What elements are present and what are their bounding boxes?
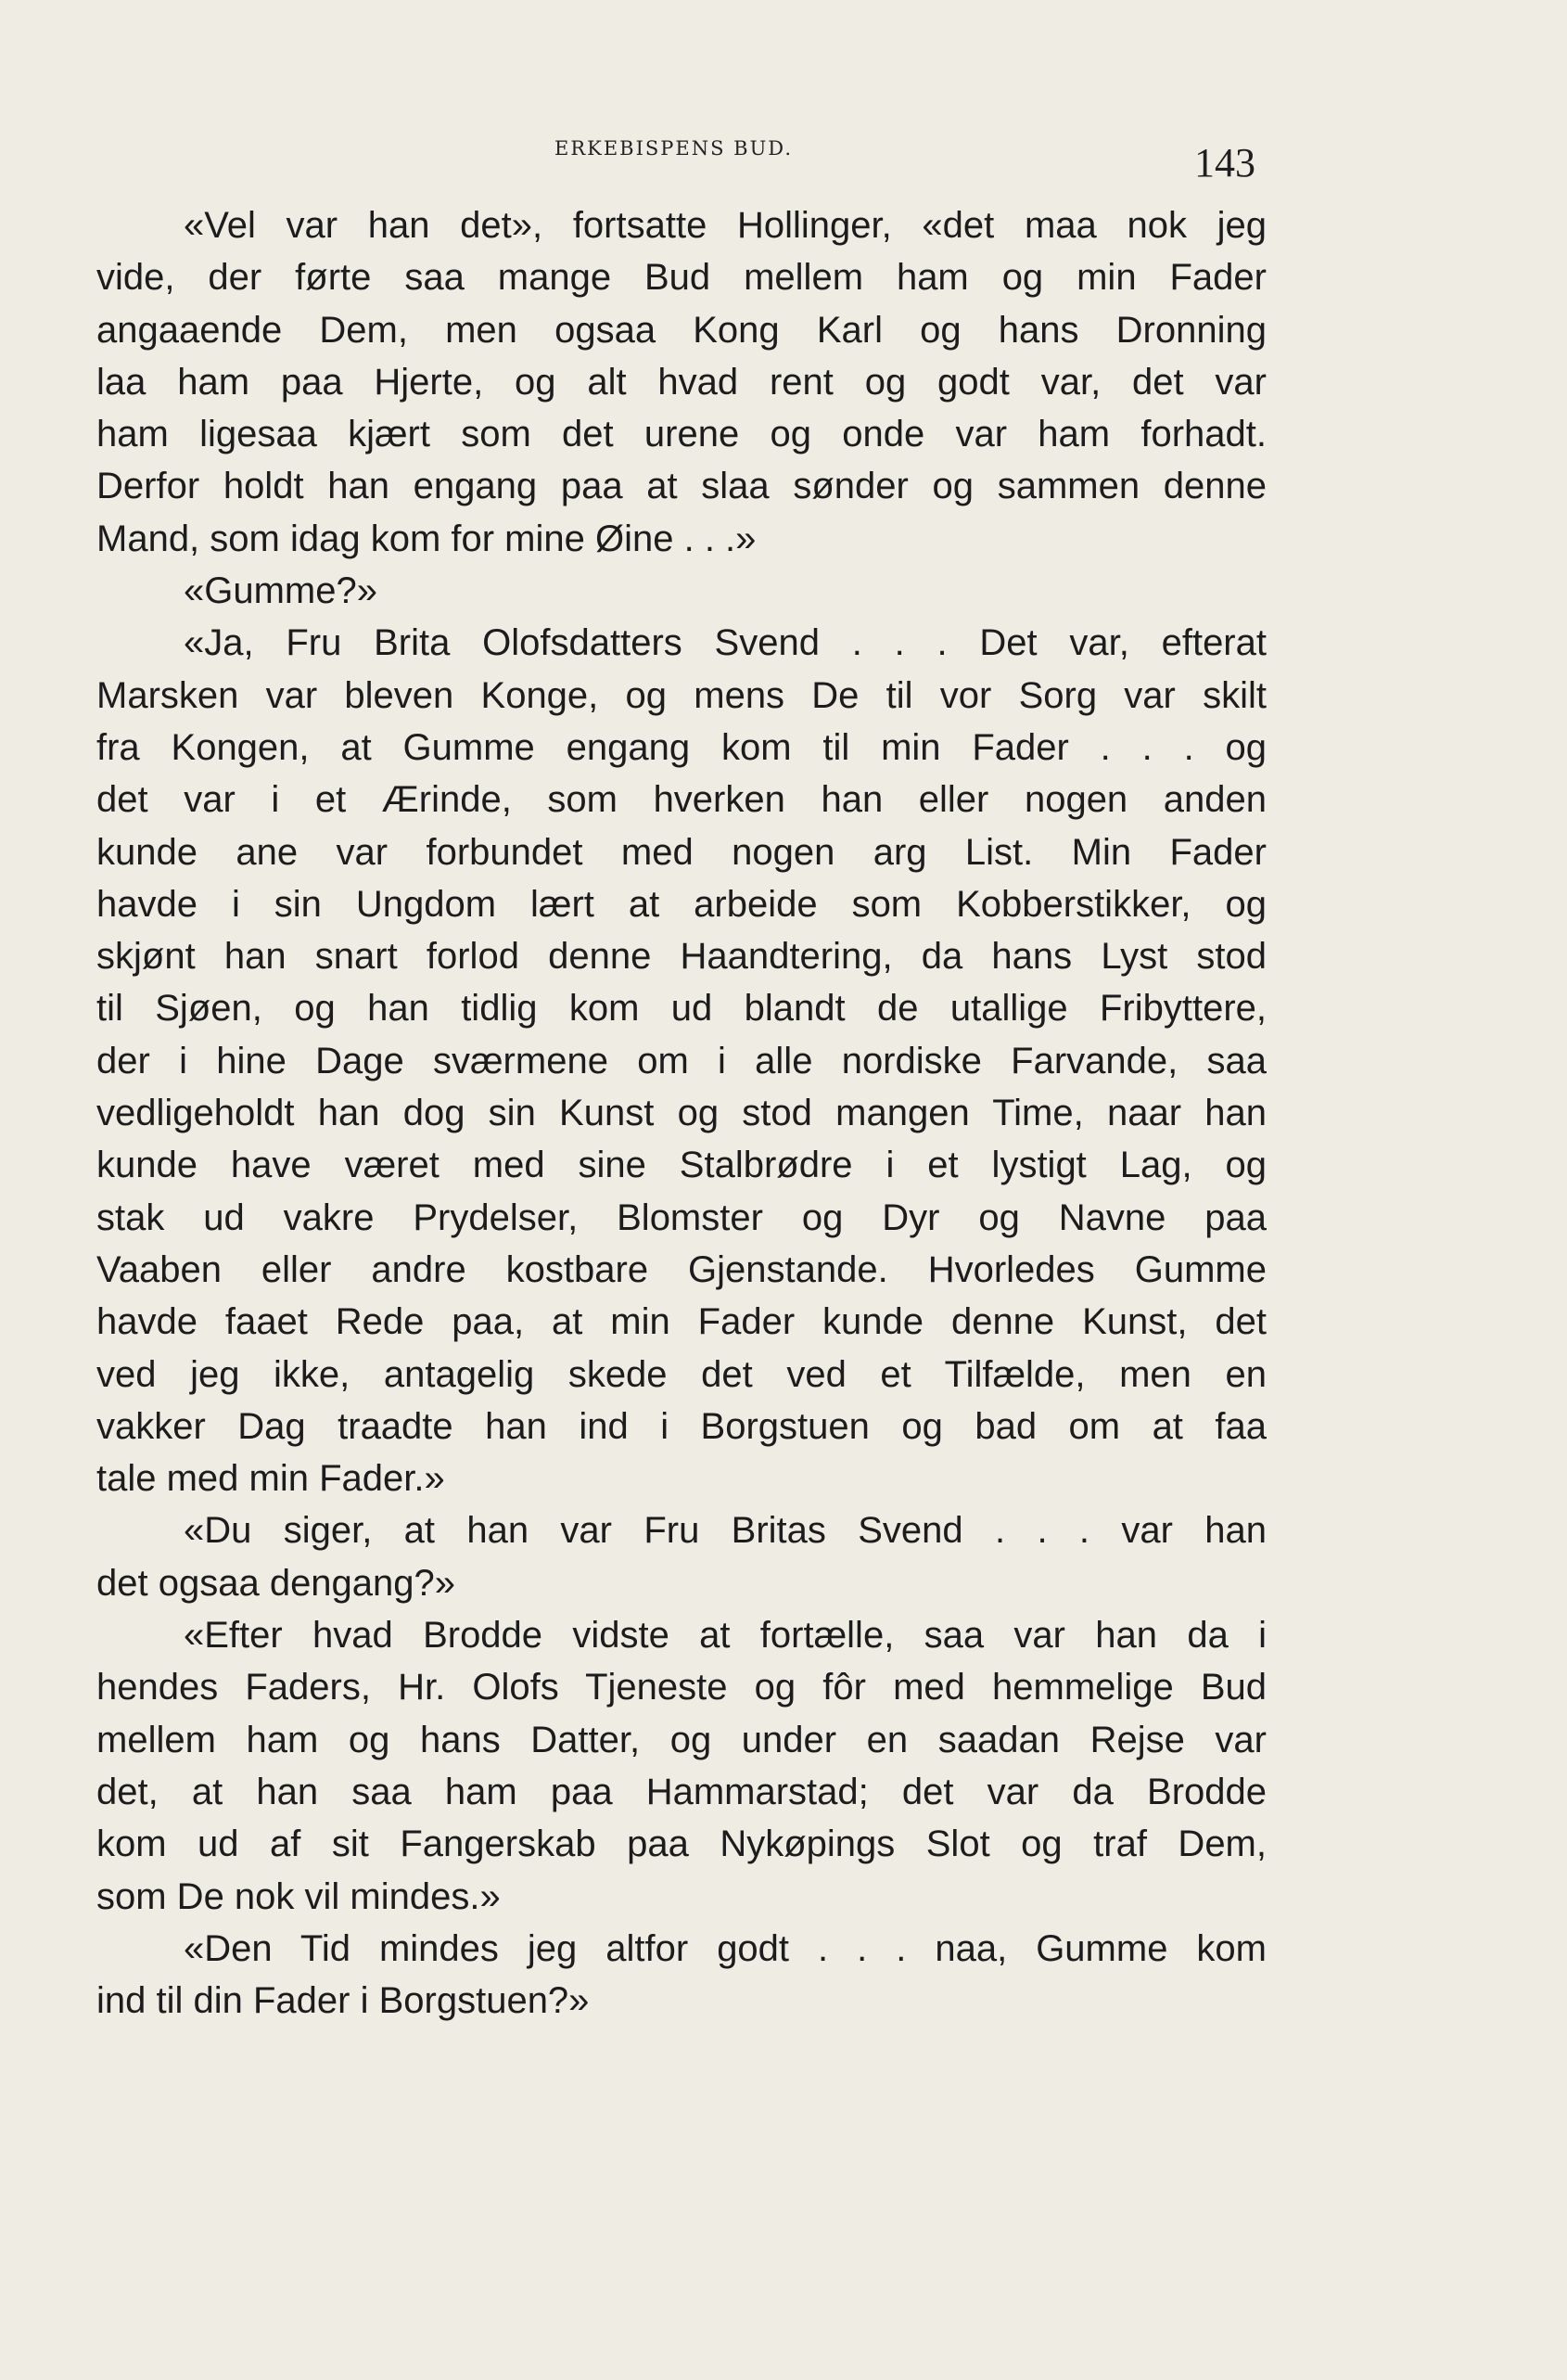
text-line: «Vel var han det», fortsatte Hollinger, «det maa nok jeg xyxy=(184,205,1267,246)
text-line: laa ham paa Hjerte, og alt hvad rent og godt var, det var xyxy=(96,361,1267,403)
text-line: stak ud vakre Prydelser, Blomster og Dyr og Navne paa xyxy=(96,1196,1267,1238)
text-line: kom ud af sit Fangerskab paa Nykøpings Slot og traf Dem, xyxy=(96,1823,1267,1865)
text-line: «Ja, Fru Brita Olofsdatters Svend . . . Det var, efterat xyxy=(184,622,1267,664)
text-line: hendes Faders, Hr. Olofs Tjeneste og fôr med hemmelige Bud xyxy=(96,1667,1267,1708)
text-line: ham ligesaa kjært som det urene og onde var ham forhadt. xyxy=(96,414,1267,455)
text-line: «Den Tid mindes jeg altfor godt . . . naa, Gumme kom xyxy=(184,1927,1267,1969)
text-line: fra Kongen, at Gumme engang kom til min Fader . . . og xyxy=(96,726,1267,768)
text-line: vakker Dag traadte han ind i Borgstuen og bad om at faa xyxy=(96,1405,1267,1447)
text-line: havde faaet Rede paa, at min Fader kunde denne Kunst, det xyxy=(96,1301,1267,1343)
text-line: det, at han saa ham paa Hammarstad; det var da Brodde xyxy=(96,1771,1267,1812)
text-line: der i hine Dage sværmene om i alle nordiske Farvande, saa xyxy=(96,1040,1267,1081)
text-line: «Du siger, at han var Fru Britas Svend . . . var han xyxy=(184,1510,1267,1552)
text-line: Vaaben eller andre kostbare Gjenstande. Hvorledes Gumme xyxy=(96,1248,1267,1290)
text-line: ind til din Fader i Borgstuen?» xyxy=(96,1980,590,2022)
text-line: som De nok vil mindes.» xyxy=(96,1875,501,1917)
text-line: det ogsaa dengang?» xyxy=(96,1562,456,1604)
text-line: til Sjøen, og han tidlig kom ud blandt de utallige Fribyttere, xyxy=(96,988,1267,1030)
text-line: angaaende Dem, men ogsaa Kong Karl og hans Dronning xyxy=(96,309,1267,351)
text-line: kunde have været med sine Stalbrødre i et lystigt Lag, og xyxy=(96,1145,1267,1186)
text-line: vide, der førte saa mange Bud mellem ham og min Fader xyxy=(96,257,1267,299)
text-line: havde i sin Ungdom lært at arbeide som Kobberstikker, og xyxy=(96,883,1267,925)
text-line: kunde ane var forbundet med nogen arg List. Min Fader xyxy=(96,831,1267,873)
text-line: ved jeg ikke, antagelig skede det ved et Tilfælde, men en xyxy=(96,1353,1267,1395)
text-line: vedligeholdt han dog sin Kunst og stod mangen Time, naar han xyxy=(96,1093,1267,1134)
text-line: det var i et Ærinde, som hverken han eller nogen anden xyxy=(96,779,1267,821)
running-title: ERKEBISPENS BUD. xyxy=(554,137,794,160)
text-line: mellem ham og hans Datter, og under en saadan Rejse var xyxy=(96,1719,1267,1760)
text-line: Marsken var bleven Konge, og mens De til vor Sorg var skilt xyxy=(96,674,1267,716)
page-number: 143 xyxy=(1194,140,1255,186)
body-text xyxy=(96,199,1267,2027)
text-line: Derfor holdt han engang paa at slaa sønder og sammen denne xyxy=(96,466,1267,507)
text-line: «Efter hvad Brodde vidste at fortælle, saa var han da i xyxy=(184,1615,1267,1657)
text-line: tale med min Fader.» xyxy=(96,1458,445,1500)
text-line: «Gumme?» xyxy=(184,570,377,612)
text-line: skjønt han snart forlod denne Haandtering, da hans Lyst stod xyxy=(96,936,1267,978)
text-line: Mand, som idag kom for mine Øine . . .» xyxy=(96,518,757,559)
